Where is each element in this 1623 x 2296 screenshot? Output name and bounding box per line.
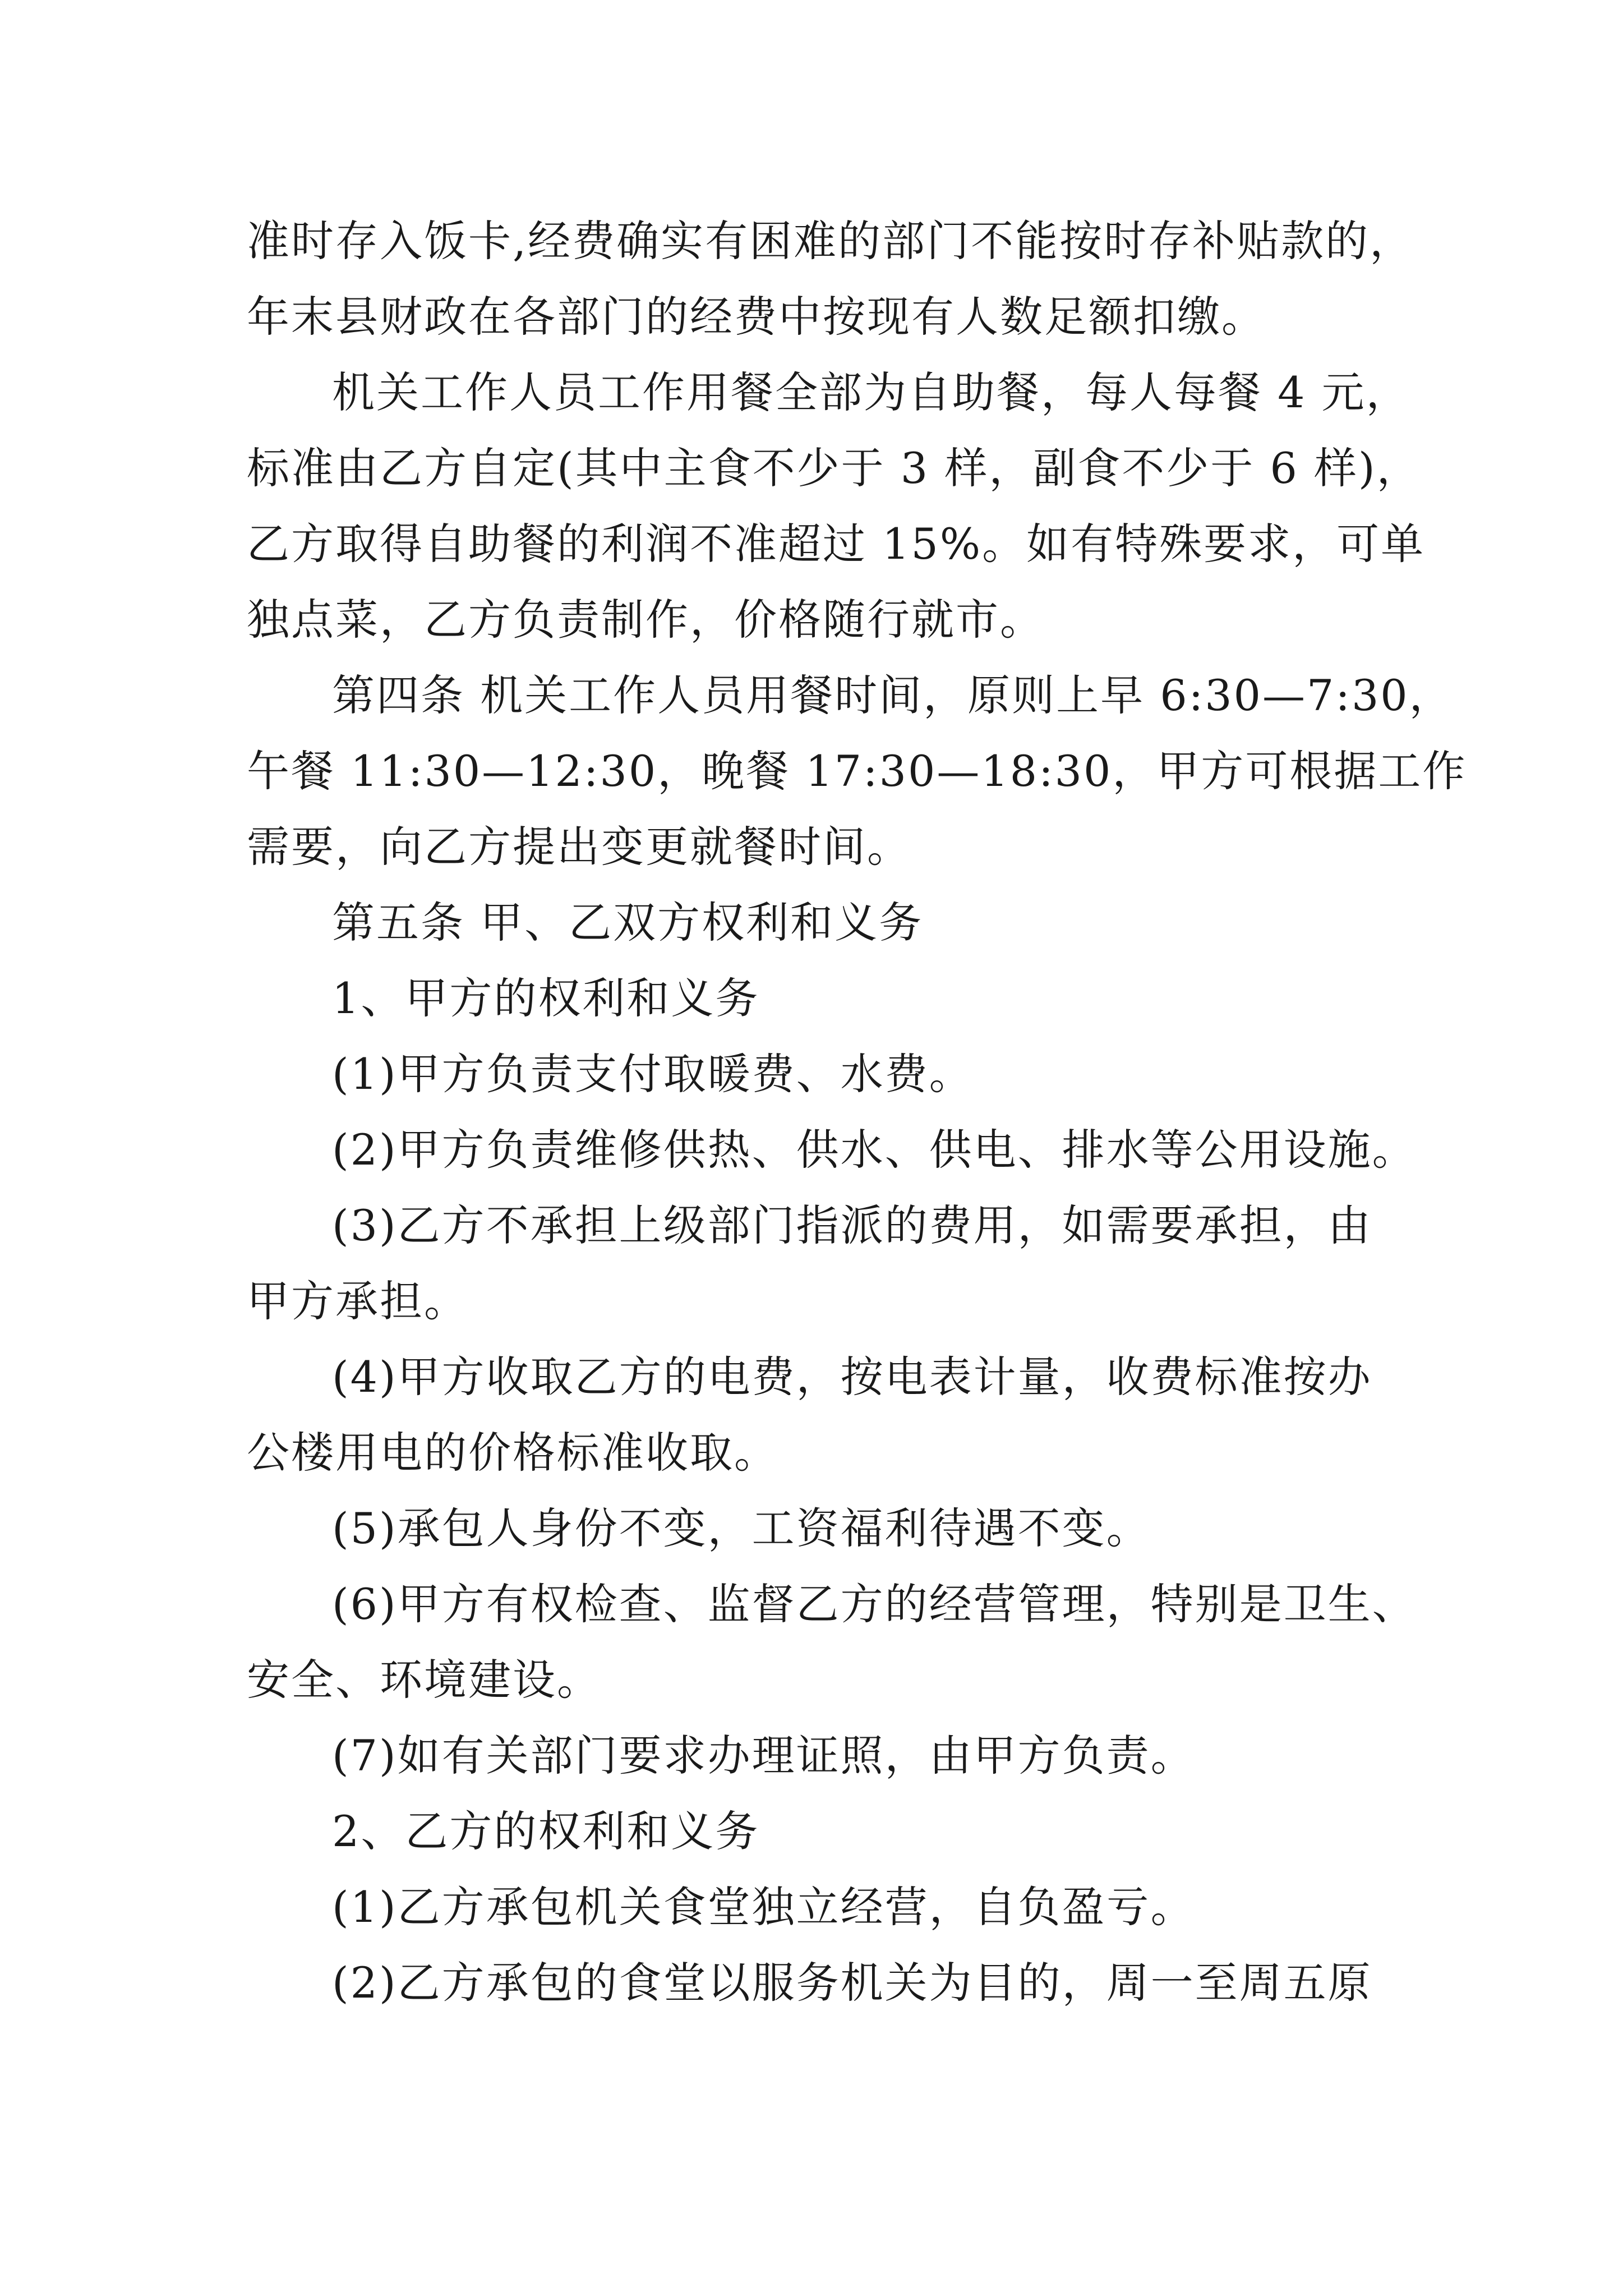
text-line: 乙方取得自助餐的利润不准超过 15%。如有特殊要求，可单: [247, 519, 1426, 569]
text-line: (6)甲方有权检查、监督乙方的经营管理，特别是卫生、: [332, 1579, 1417, 1629]
text-line: (2)甲方负责维修供热、供水、供电、排水等公用设施。: [332, 1125, 1417, 1175]
text-line: (3)乙方不承担上级部门指派的费用，如需要承担，由: [332, 1200, 1372, 1250]
text-line: 公楼用电的价格标准收取。: [247, 1428, 778, 1478]
section-heading: 第五条 甲、乙双方权利和义务: [332, 898, 924, 947]
text-line: 年末县财政在各部门的经费中按现有人数足额扣缴。: [247, 292, 1266, 342]
text-line: 机关工作人员工作用餐全部为自助餐，每人每餐 4 元，: [332, 367, 1410, 417]
text-line: (4)甲方收取乙方的电费，按电表计量，收费标准按办: [332, 1352, 1372, 1402]
text-line: 准时存入饭卡,经费确实有困难的部门不能按时存补贴款的，: [247, 216, 1414, 266]
text-line: (1)乙方承包机关食堂独立经营，自负盈亏。: [332, 1882, 1195, 1932]
text-line: (5)承包人身份不变，工资福利待遇不变。: [332, 1503, 1151, 1553]
text-line: 第四条 机关工作人员用餐时间，原则上早 6:30—7:30，: [332, 670, 1454, 720]
text-line: (7)如有关部门要求办理证照，由甲方负责。: [332, 1731, 1195, 1780]
text-line: 需要，向乙方提出变更就餐时间。: [247, 822, 911, 872]
subsection-heading: 2、乙方的权利和义务: [332, 1806, 760, 1856]
subsection-heading: 1、甲方的权利和义务: [332, 973, 760, 1023]
text-line: 甲方承担。: [247, 1276, 468, 1326]
text-line: 安全、环境建设。: [247, 1655, 601, 1705]
text-line: 标准由乙方自定(其中主食不少于 3 样，副食不少于 6 样)，: [247, 443, 1421, 493]
text-line: (2)乙方承包的食堂以服务机关为目的，周一至周五原: [332, 1958, 1372, 2008]
text-line: 午餐 11:30—12:30，晚餐 17:30—18:30，甲方可根据工作: [247, 746, 1467, 796]
text-line: 独点菜，乙方负责制作，价格随行就市。: [247, 595, 1044, 645]
text-line: (1)甲方负责支付取暖费、水费。: [332, 1049, 974, 1099]
